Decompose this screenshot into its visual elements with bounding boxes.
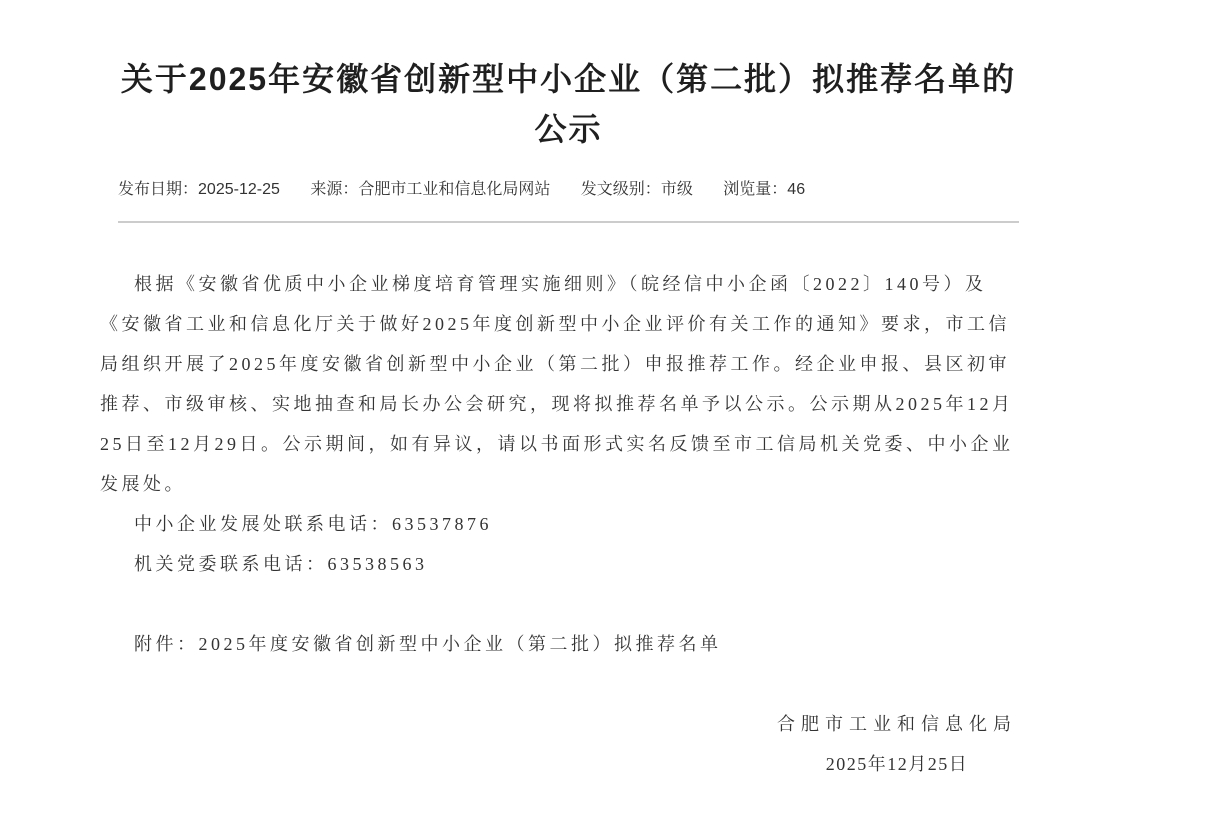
- header-divider: [118, 221, 1019, 223]
- page-title-line1: 关于2025年安徽省创新型中小企业（第二批）拟推荐名单的: [120, 61, 1017, 97]
- level-label: 发文级别：: [580, 181, 661, 199]
- meta-publish-date: [118, 175, 280, 205]
- signature-block: [747, 704, 1047, 784]
- meta-views: [723, 175, 805, 205]
- article-meta: [118, 175, 1019, 205]
- main-paragraph: [100, 264, 1020, 504]
- publish-date-label: 发布日期：: [118, 181, 199, 199]
- attachment-link[interactable]: 2025年度安徽省创新型中小企业（第二批）拟推荐名单: [198, 634, 722, 655]
- paragraph-line: 25日至12月29日。公示期间，如有异议，请以书面形式实名反馈至市工信局机关党委、中小企业: [100, 434, 1014, 455]
- paragraph-line: 推荐、市级审核、实地抽查和局长办公会研究，现将拟推荐名单予以公示。公示期从2025年12月: [100, 394, 1014, 415]
- level-value: 市级: [660, 181, 693, 199]
- paragraph-line: 《安徽省工业和信息化厅关于做好2025年度创新型中小企业评价有关工作的通知》要求，市工信: [100, 314, 1010, 335]
- views-label: 浏览量：: [723, 181, 788, 199]
- attachment-row: [100, 624, 1020, 664]
- paragraph-line: 根据《安徽省优质中小企业梯度培育管理实施细则》（皖经信中小企函〔2022〕140号）及: [134, 274, 987, 295]
- signature-date: 2025年12月25日: [825, 754, 969, 775]
- contact-phone-smb-dept: 中小企业发展处联系电话：63537876: [134, 514, 492, 535]
- contact-phone-party-committee: 机关党委联系电话：63538563: [134, 554, 428, 575]
- page-title: [118, 54, 1019, 154]
- meta-level: [581, 175, 693, 205]
- article-header: [118, 54, 1019, 223]
- source-value: 合肥市工业和信息化局网站: [358, 181, 551, 199]
- paragraph-line: 发展处。: [100, 474, 186, 495]
- page-title-line2: 公示: [534, 111, 603, 147]
- meta-source: [310, 175, 550, 205]
- attachment-label: 附件：: [134, 634, 199, 655]
- views-value: 46: [787, 181, 806, 199]
- signature-organization: 合肥市工业和信息化局: [777, 714, 1017, 735]
- paragraph-line: 局组织开展了2025年度安徽省创新型中小企业（第二批）申报推荐工作。经企业申报、县区初审: [100, 354, 1010, 375]
- article-body: [100, 264, 1020, 784]
- publish-date-value: 2025-12-25: [198, 181, 280, 199]
- source-label: 来源：: [310, 181, 359, 199]
